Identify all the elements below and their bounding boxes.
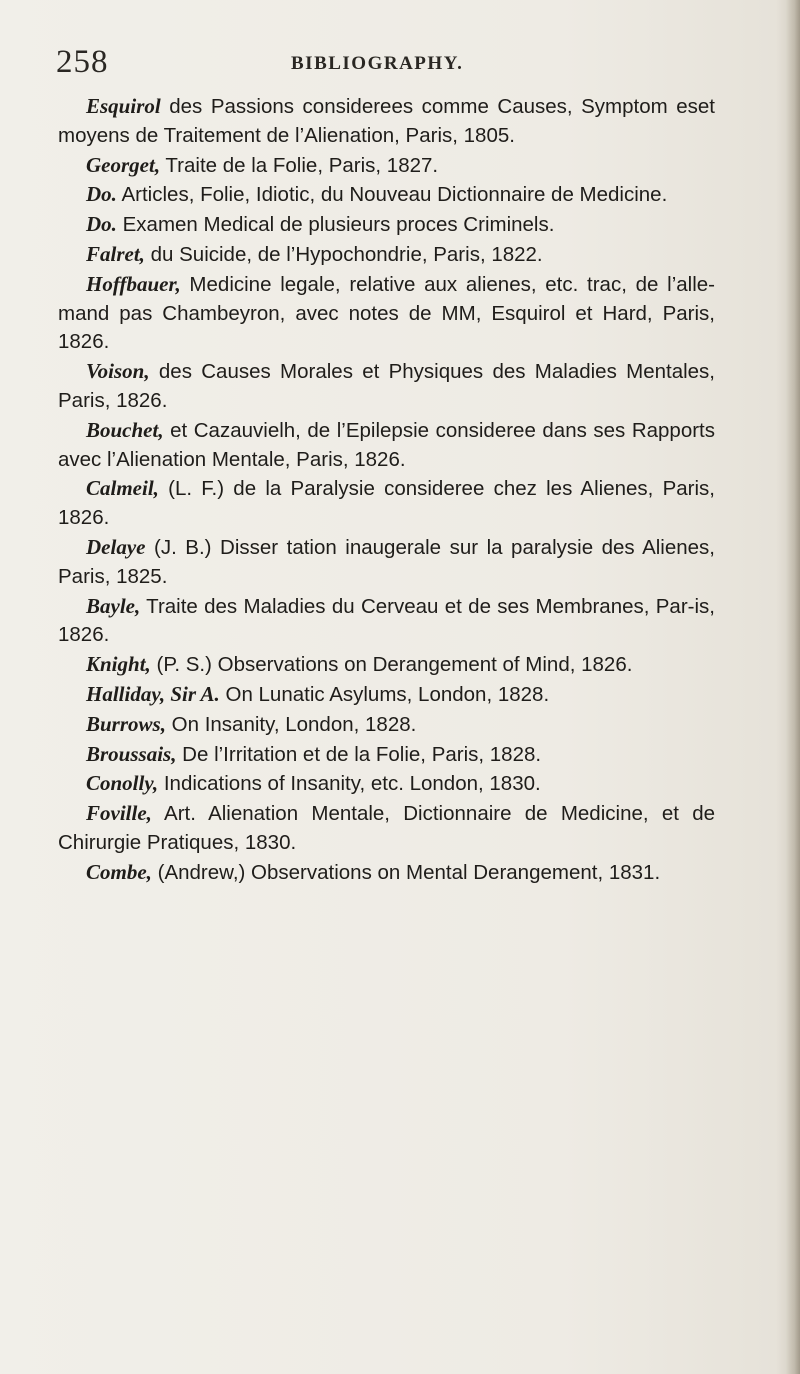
entry-author: Burrows, [86,711,166,736]
page-number: 258 [56,44,109,80]
bibliography-entry [58,180,715,210]
entry-author: Do. [86,212,117,237]
entry-text: On Lunatic Asylums, London, 1828. [219,682,550,706]
bibliography-entry [58,769,715,799]
bibliography-list [58,92,715,888]
entry-text: des Passions considerees comme Causes, Symptom eset moyens de Traitement de l’Alienation, Paris, 1805. [58,95,715,147]
entry-text: (P. S.) Observations on Derangement of Mind, 1826. [150,653,633,677]
entry-text: des Causes Morales et Physiques des Maladies Mentales, Paris, 1826. [58,360,715,412]
bibliography-entry [58,210,715,240]
entry-author: Knight, [86,652,151,677]
entry-text: et Cazauvielh, de l’Epilepsie consideree dans ses Rapports avec l’Alienation Mentale, Paris, 1826. [58,418,715,471]
entry-author: Hoffbauer, [86,271,181,296]
bibliography-entry [58,710,715,740]
entry-text: du Suicide, de l’Hypochondrie, Paris, 1822. [144,242,543,266]
bibliography-entry [58,474,715,533]
running-head: BIBLIOGRAPHY. [291,53,464,74]
entry-text: (Andrew,) Observations on Mental Derangement, 1831. [151,860,661,884]
bibliography-entry [58,533,715,592]
entry-author: Voison, [86,359,150,384]
entry-text: Indications of Insanity, etc. London, 1830. [158,772,541,796]
entry-author: Broussais, [86,741,177,766]
bibliography-entry [58,240,715,270]
entry-text: On Insanity, London, 1828. [165,712,417,736]
bibliography-entry [58,650,715,680]
entry-text: De l’Irritation et de la Folie, Paris, 1828. [176,742,542,766]
bibliography-entry [58,740,715,770]
page-header [56,44,740,84]
entry-author: Delaye [86,534,146,559]
entry-text: Traite des Maladies du Cerveau et de ses Membranes, Par-is, 1826. [58,594,715,647]
page-edge-shadow [786,0,800,1374]
entry-text: Articles, Folie, Idiotic, du Nouveau Dictionnaire de Medicine. [116,183,668,207]
bibliography-entry [58,357,715,416]
entry-author: Calmeil, [86,476,159,501]
entry-text: Traite de la Folie, Paris, 1827. [160,153,439,177]
entry-author: Bouchet, [86,417,164,442]
entry-author: Georget, [86,152,161,177]
entry-text: Medicine legale, relative aux alienes, etc. trac, de l’alle-mand pas Chambeyron, avec notes de MM, Esquirol et Hard, Paris, 1826. [58,272,715,354]
entry-author: Foville, [86,801,152,826]
entry-text: Art. Alienation Mentale, Dictionnaire de Medicine, et de Chirurgie Pratiques, 1830. [58,802,715,854]
entry-author: Esquirol [86,94,161,118]
entry-text: Examen Medical de plusieurs proces Criminels. [116,213,555,237]
bibliography-entry [58,416,715,475]
entry-author: Combe, [86,859,152,884]
entry-author: Do. [86,182,117,207]
entry-text: (L. F.) de la Paralysie consideree chez les Alienes, Paris, 1826. [58,477,715,530]
entry-author: Bayle, [86,593,141,618]
bibliography-entry [58,592,715,651]
bibliography-entry [58,151,715,181]
entry-text: (J. B.) Disser tation inaugerale sur la paralysie des Alienes, Paris, 1825. [58,535,715,588]
entry-author: Conolly, [86,771,159,796]
entry-author: Falret, [86,241,145,266]
entry-author: Halliday, Sir A. [86,681,220,706]
bibliography-entry [58,858,715,888]
bibliography-entry [58,92,715,151]
bibliography-entry [58,270,715,357]
bibliography-entry [58,799,715,858]
bibliography-entry [58,680,715,710]
